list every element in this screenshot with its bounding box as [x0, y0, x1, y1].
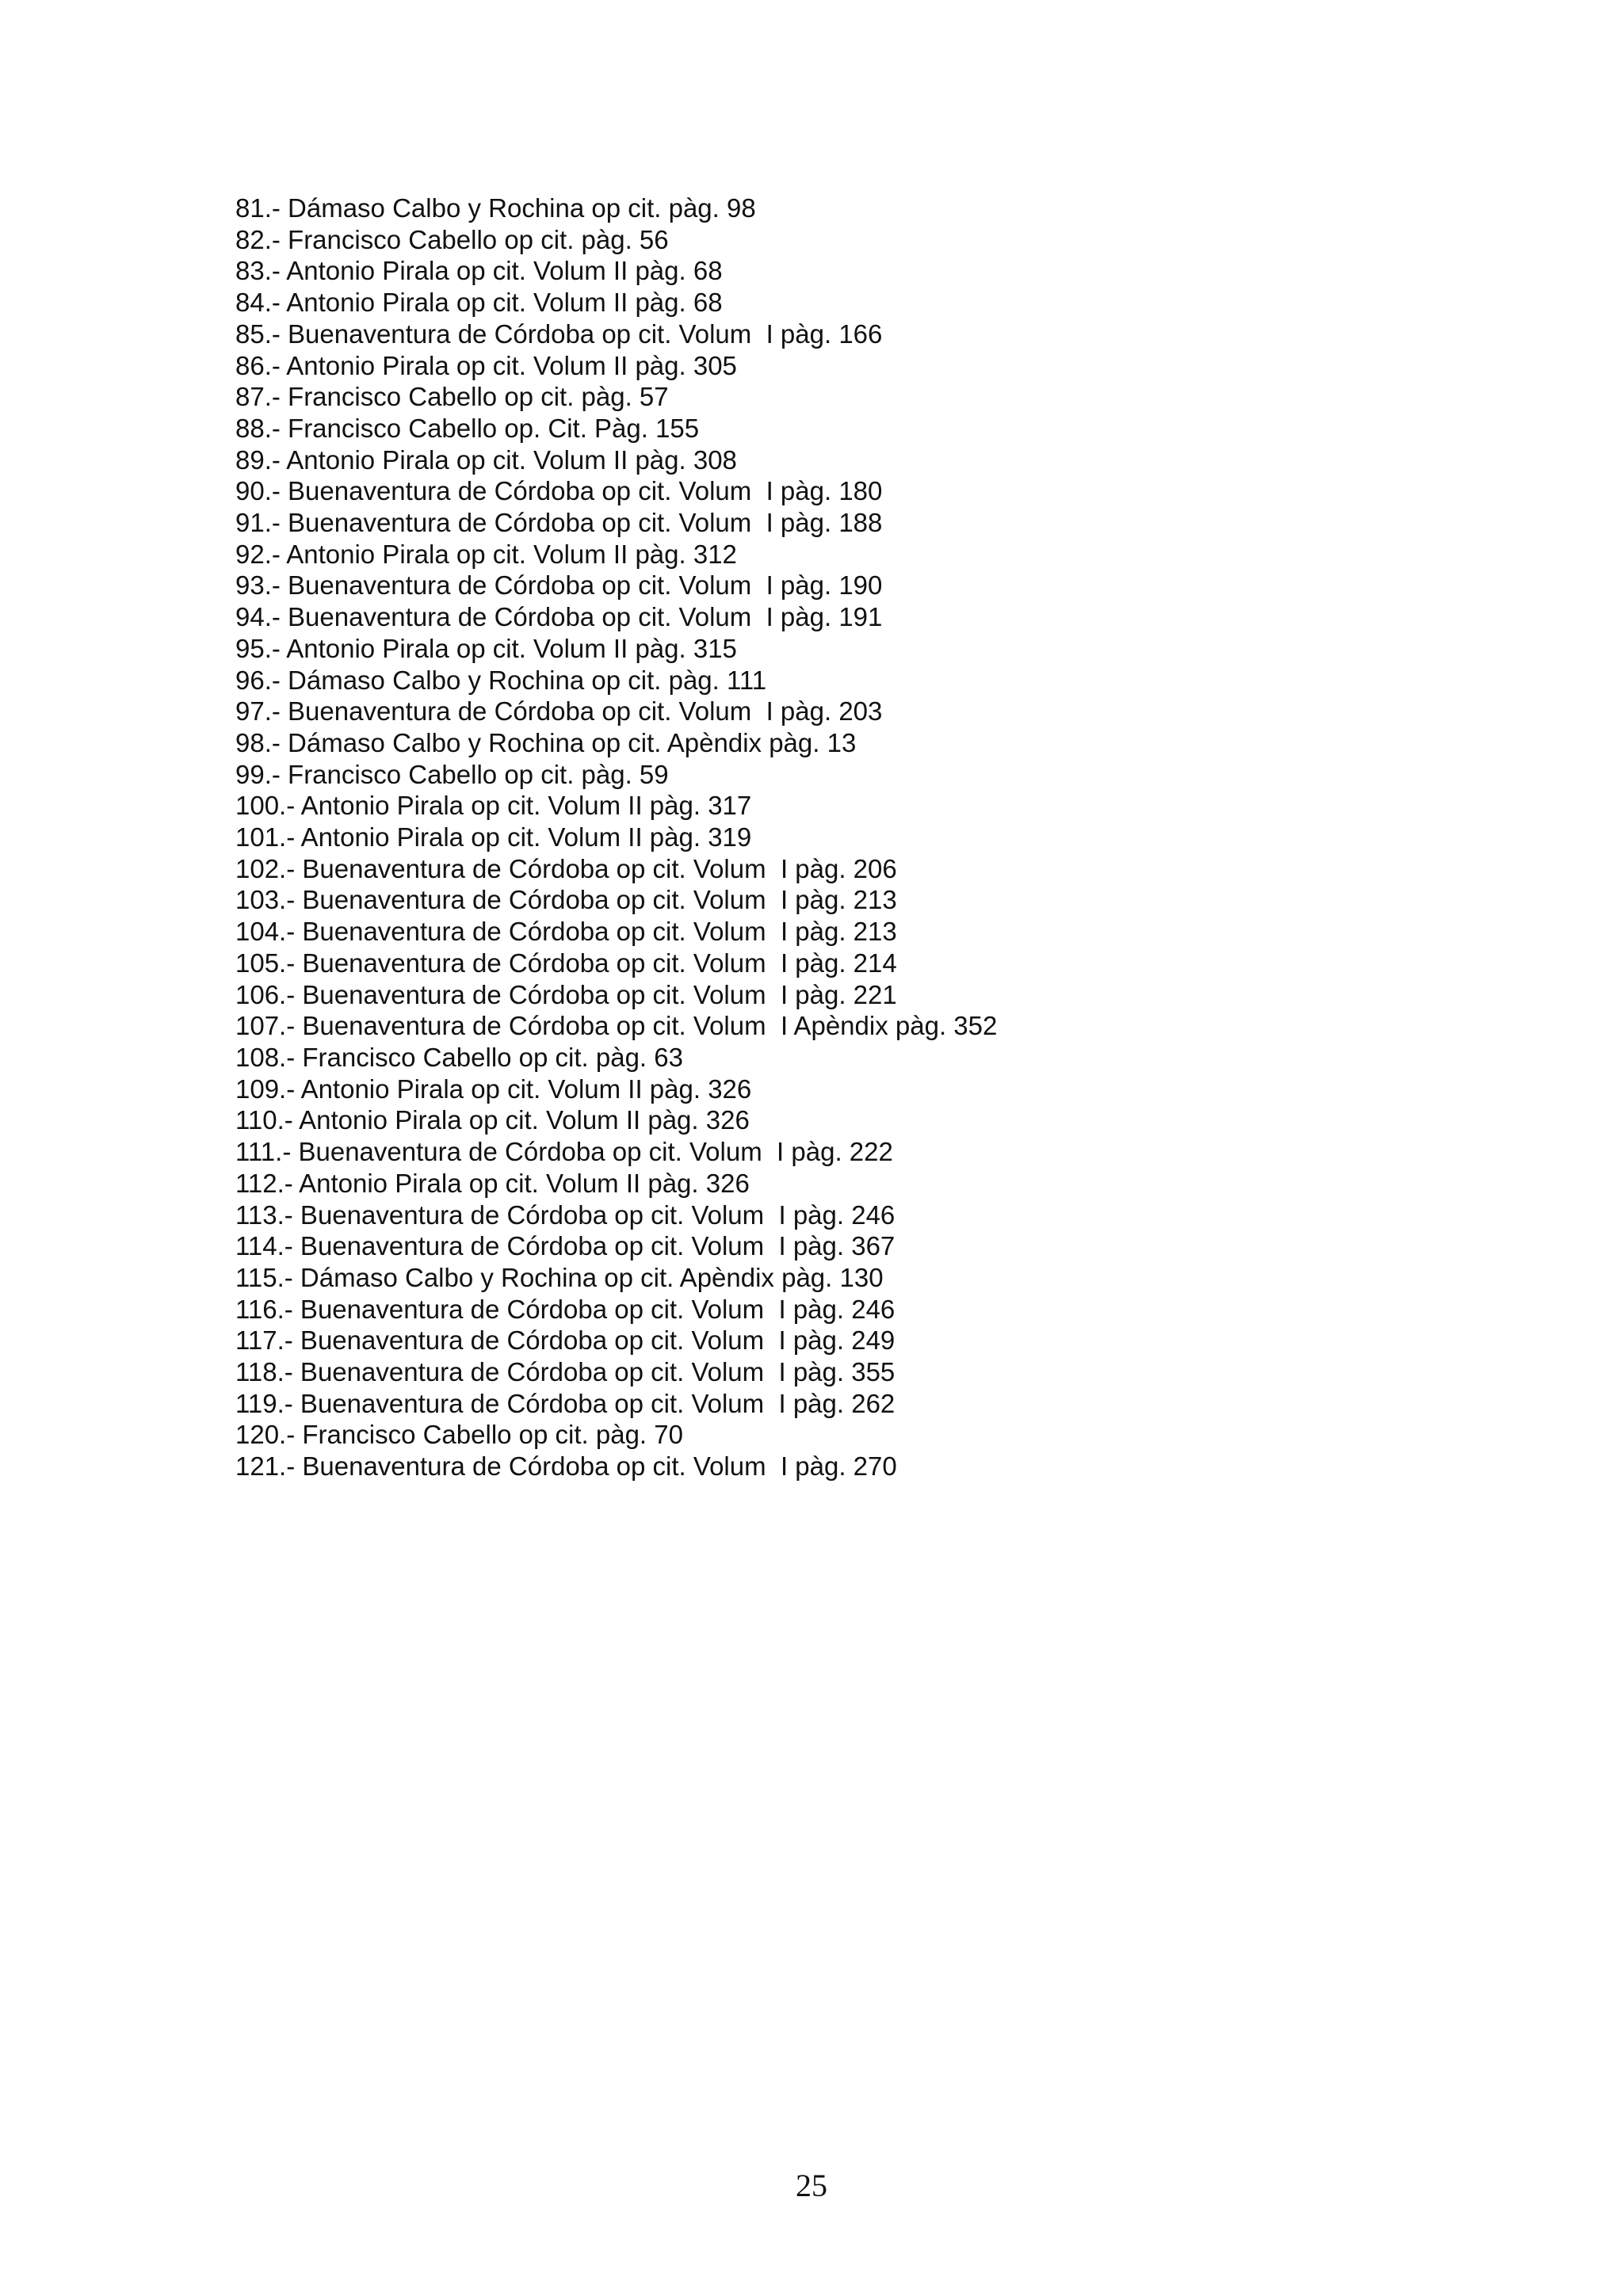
endnote-line: 91.- Buenaventura de Córdoba op cit. Volum I pàg. 188	[235, 508, 883, 538]
endnote-line: 86.- Antonio Pirala op cit. Volum II pàg. 305	[235, 350, 737, 380]
endnote-line: 84.- Antonio Pirala op cit. Volum II pàg. 68	[235, 288, 723, 318]
endnote-line: 120.- Francisco Cabello op cit. pàg. 70	[235, 1420, 683, 1450]
endnote-line: 101.- Antonio Pirala op cit. Volum II pàg. 319	[235, 822, 752, 852]
endnote-line: 119.- Buenaventura de Córdoba op cit. Volum I pàg. 262	[235, 1388, 896, 1418]
endnote-line: 85.- Buenaventura de Córdoba op cit. Volum I pàg. 166	[235, 318, 883, 349]
endnote-line: 106.- Buenaventura de Córdoba op cit. Volum I pàg. 221	[235, 979, 897, 1009]
endnotes-list	[235, 193, 997, 1482]
endnote-line: 111.- Buenaventura de Córdoba op cit. Volum I pàg. 222	[235, 1137, 893, 1167]
endnote-line: 110.- Antonio Pirala op cit. Volum II pàg. 326	[235, 1105, 750, 1135]
endnote-line: 118.- Buenaventura de Córdoba op cit. Volum I pàg. 355	[235, 1357, 896, 1387]
endnote-line: 82.- Francisco Cabello op cit. pàg. 56	[235, 224, 669, 254]
endnote-line: 81.- Dámaso Calbo y Rochina op cit. pàg. 98	[235, 193, 756, 223]
endnote-line: 121.- Buenaventura de Córdoba op cit. Volum I pàg. 270	[235, 1451, 897, 1482]
endnote-line: 88.- Francisco Cabello op. Cit. Pàg. 155	[235, 413, 700, 443]
endnote-line: 100.- Antonio Pirala op cit. Volum II pàg. 317	[235, 791, 752, 821]
endnote-line: 113.- Buenaventura de Córdoba op cit. Volum I pàg. 246	[235, 1199, 896, 1230]
endnote-line: 94.- Buenaventura de Córdoba op cit. Volum I pàg. 191	[235, 602, 883, 632]
endnote-line: 114.- Buenaventura de Córdoba op cit. Volum I pàg. 367	[235, 1231, 896, 1261]
endnote-line: 105.- Buenaventura de Córdoba op cit. Volum I pàg. 214	[235, 948, 897, 978]
endnote-line: 95.- Antonio Pirala op cit. Volum II pàg. 315	[235, 633, 737, 663]
endnote-line: 87.- Francisco Cabello op cit. pàg. 57	[235, 382, 669, 412]
endnote-line: 112.- Antonio Pirala op cit. Volum II pàg. 326	[235, 1168, 750, 1198]
endnote-line: 102.- Buenaventura de Córdoba op cit. Volum I pàg. 206	[235, 853, 897, 883]
endnote-line: 93.- Buenaventura de Córdoba op cit. Volum I pàg. 190	[235, 570, 883, 601]
endnote-line: 109.- Antonio Pirala op cit. Volum II pàg. 326	[235, 1074, 752, 1104]
page-number: 25	[796, 2168, 827, 2203]
endnote-line: 98.- Dámaso Calbo y Rochina op cit. Apèndix pàg. 13	[235, 727, 857, 757]
endnote-line: 96.- Dámaso Calbo y Rochina op cit. pàg. 111	[235, 665, 767, 695]
endnote-line: 107.- Buenaventura de Córdoba op cit. Volum I Apèndix pàg. 352	[235, 1011, 998, 1041]
endnote-line: 99.- Francisco Cabello op cit. pàg. 59	[235, 759, 669, 789]
endnote-line: 90.- Buenaventura de Córdoba op cit. Volum I pàg. 180	[235, 476, 883, 506]
endnote-line: 83.- Antonio Pirala op cit. Volum II pàg. 68	[235, 256, 723, 286]
endnote-line: 116.- Buenaventura de Córdoba op cit. Volum I pàg. 246	[235, 1294, 896, 1324]
endnote-line: 92.- Antonio Pirala op cit. Volum II pàg. 312	[235, 539, 737, 569]
endnote-line: 97.- Buenaventura de Córdoba op cit. Volum I pàg. 203	[235, 696, 883, 727]
endnote-line: 89.- Antonio Pirala op cit. Volum II pàg. 308	[235, 444, 737, 475]
endnote-line: 108.- Francisco Cabello op cit. pàg. 63	[235, 1042, 683, 1072]
endnote-line: 117.- Buenaventura de Córdoba op cit. Volum I pàg. 249	[235, 1325, 896, 1356]
endnote-line: 104.- Buenaventura de Córdoba op cit. Volum I pàg. 213	[235, 917, 897, 947]
endnote-line: 115.- Dámaso Calbo y Rochina op cit. Apèndix pàg. 130	[235, 1262, 884, 1292]
endnote-line: 103.- Buenaventura de Córdoba op cit. Volum I pàg. 213	[235, 885, 897, 915]
